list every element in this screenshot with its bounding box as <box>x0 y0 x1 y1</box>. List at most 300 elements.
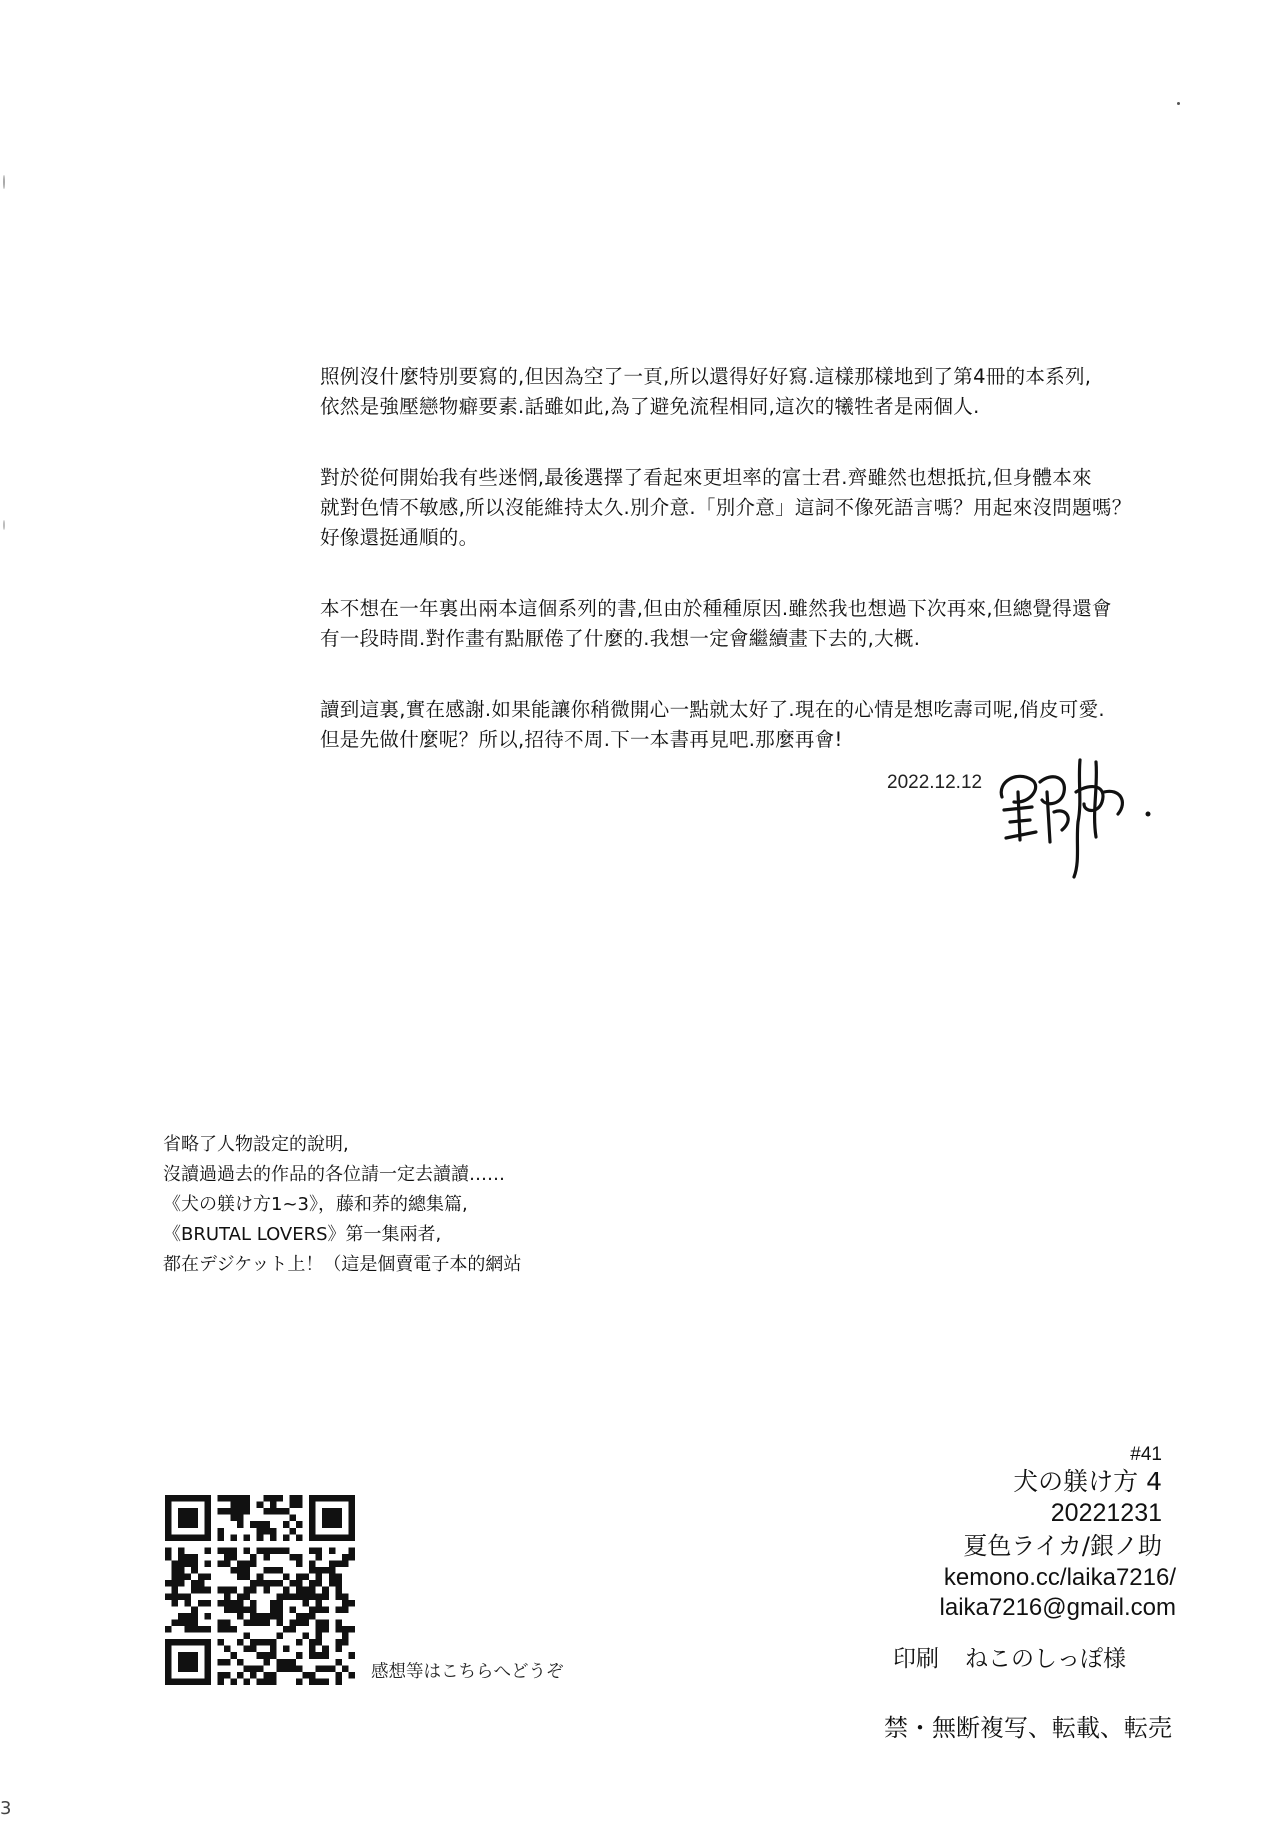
qr-module <box>270 1678 277 1685</box>
qr-module <box>316 1665 323 1672</box>
qr-module <box>283 1574 290 1581</box>
qr-module <box>263 1652 270 1659</box>
notes-line: 都在デジケット上！（這是個賣電子本的網站 <box>163 1254 522 1275</box>
qr-module <box>204 1528 211 1535</box>
qr-module <box>217 1678 224 1685</box>
qr-module <box>250 1580 257 1587</box>
qr-module <box>237 1561 244 1568</box>
qr-module <box>237 1521 244 1528</box>
qr-module <box>165 1528 172 1535</box>
qr-module <box>198 1534 205 1541</box>
qr-module <box>237 1593 244 1600</box>
qr-module <box>237 1574 244 1581</box>
qr-module <box>172 1580 179 1587</box>
qr-module <box>178 1678 185 1685</box>
qr-module <box>329 1534 336 1541</box>
page-number: 3 <box>0 1798 12 1819</box>
qr-module <box>250 1600 257 1607</box>
afterword-line: 好像還挺通順的。 <box>320 526 479 549</box>
qr-module <box>165 1580 172 1587</box>
qr-module <box>276 1495 283 1502</box>
qr-module <box>276 1547 283 1554</box>
notes-line: 《犬の躾け方1~3》，藤和荞的總集篇, <box>163 1194 468 1215</box>
qr-module <box>217 1534 224 1541</box>
qr-module <box>270 1672 277 1679</box>
qr-module <box>185 1619 192 1626</box>
qr-module <box>204 1652 211 1659</box>
qr-module <box>191 1587 198 1594</box>
qr-module <box>257 1639 264 1646</box>
qr-module <box>283 1646 290 1653</box>
qr-module <box>348 1502 355 1509</box>
qr-module <box>204 1521 211 1528</box>
qr-module <box>237 1567 244 1574</box>
qr-module <box>244 1633 251 1640</box>
qr-module <box>257 1613 264 1620</box>
qr-module <box>191 1626 198 1633</box>
qr-module <box>296 1554 303 1561</box>
qr-module <box>237 1502 244 1509</box>
printer-label: 印刷 <box>893 1646 939 1672</box>
qr-module <box>191 1659 198 1666</box>
qr-module <box>335 1606 342 1613</box>
issue-number: #41 <box>1130 1444 1162 1465</box>
qr-module <box>204 1659 211 1666</box>
qr-module <box>309 1567 316 1574</box>
qr-module <box>316 1547 323 1554</box>
qr-module <box>191 1521 198 1528</box>
qr-module <box>335 1580 342 1587</box>
qr-module <box>204 1626 211 1633</box>
qr-module <box>289 1606 296 1613</box>
qr-module <box>309 1515 316 1522</box>
qr-module <box>231 1547 238 1554</box>
qr-module <box>224 1646 231 1653</box>
qr-module <box>257 1678 264 1685</box>
qr-module <box>185 1534 192 1541</box>
qr-module <box>296 1534 303 1541</box>
qr-module <box>231 1534 238 1541</box>
qr-module <box>270 1567 277 1574</box>
qr-module <box>165 1659 172 1666</box>
qr-module <box>185 1659 192 1666</box>
qr-module <box>335 1508 342 1515</box>
qr-module <box>257 1580 264 1587</box>
qr-module <box>178 1619 185 1626</box>
qr-module <box>329 1495 336 1502</box>
qr-module <box>172 1534 179 1541</box>
qr-module <box>244 1502 251 1509</box>
qr-module <box>231 1678 238 1685</box>
afterword-line: 但是先做什麼呢？所以,招待不周.下一本書再見吧.那麼再會! <box>320 728 843 751</box>
qr-module <box>263 1554 270 1561</box>
qr-module <box>185 1613 192 1620</box>
qr-module <box>244 1534 251 1541</box>
qr-module <box>316 1554 323 1561</box>
scan-speck <box>3 520 5 530</box>
qr-module <box>204 1547 211 1554</box>
qr-module <box>270 1580 277 1587</box>
qr-module <box>322 1606 329 1613</box>
qr-module <box>303 1600 310 1607</box>
qr-module <box>250 1561 257 1568</box>
qr-module <box>172 1574 179 1581</box>
qr-module <box>172 1593 179 1600</box>
qr-module <box>204 1508 211 1515</box>
qr-module <box>191 1554 198 1561</box>
qr-module <box>270 1508 277 1515</box>
qr-module <box>289 1665 296 1672</box>
qr-module <box>231 1508 238 1515</box>
qr-module <box>185 1665 192 1672</box>
qr-module <box>178 1580 185 1587</box>
afterword-line: 依然是強壓戀物癖要素.話雖如此,為了避免流程相同,這次的犧牲者是兩個人. <box>320 395 980 418</box>
qr-code[interactable] <box>165 1495 355 1685</box>
qr-module <box>172 1587 179 1594</box>
handwritten-signature <box>992 752 1162 882</box>
qr-module <box>309 1502 316 1509</box>
qr-module <box>263 1580 270 1587</box>
qr-module <box>335 1515 342 1522</box>
qr-module <box>335 1619 342 1626</box>
qr-module <box>244 1495 251 1502</box>
qr-module <box>303 1574 310 1581</box>
qr-module <box>263 1495 270 1502</box>
qr-module <box>335 1672 342 1679</box>
qr-module <box>335 1646 342 1653</box>
qr-module <box>322 1665 329 1672</box>
qr-module <box>270 1600 277 1607</box>
colophon <box>940 1444 1176 1623</box>
afterword-text <box>320 362 1200 796</box>
qr-module <box>237 1495 244 1502</box>
qr-module <box>191 1515 198 1522</box>
copyright-notice: 禁・無断複写、転載、転売 <box>884 1714 1172 1742</box>
qr-module <box>296 1613 303 1620</box>
qr-module <box>322 1587 329 1594</box>
afterword-line: 本不想在一年裏出兩本這個系列的書,但由於種種原因.雖然我也想過下次再來,但總覺得還會 <box>320 597 1112 620</box>
qr-module <box>231 1587 238 1594</box>
qr-module <box>335 1574 342 1581</box>
qr-module <box>322 1515 329 1522</box>
qr-module <box>296 1574 303 1581</box>
qr-module <box>335 1521 342 1528</box>
qr-module <box>198 1678 205 1685</box>
qr-module <box>204 1515 211 1522</box>
qr-module <box>283 1508 290 1515</box>
qr-module <box>172 1600 179 1607</box>
qr-module <box>296 1619 303 1626</box>
qr-module <box>335 1587 342 1594</box>
qr-module <box>178 1508 185 1515</box>
qr-module <box>263 1547 270 1554</box>
qr-module <box>309 1587 316 1594</box>
notes-line: 省略了人物設定的說明, <box>163 1134 349 1155</box>
qr-module <box>172 1561 179 1568</box>
qr-module <box>263 1678 270 1685</box>
qr-module <box>250 1521 257 1528</box>
qr-module <box>270 1646 277 1653</box>
qr-module <box>237 1659 244 1666</box>
qr-module <box>309 1495 316 1502</box>
qr-module <box>342 1639 349 1646</box>
printer-credit <box>893 1640 1126 1673</box>
qr-module <box>237 1600 244 1607</box>
qr-module <box>244 1567 251 1574</box>
qr-module <box>309 1534 316 1541</box>
qr-module <box>263 1672 270 1679</box>
qr-module <box>250 1606 257 1613</box>
printer-name: ねこのしっぽ様 <box>965 1646 1126 1672</box>
afterword-paragraph-3 <box>320 594 1200 654</box>
qr-module <box>250 1639 257 1646</box>
qr-module <box>185 1639 192 1646</box>
qr-module <box>263 1587 270 1594</box>
qr-module <box>348 1528 355 1535</box>
qr-module <box>342 1561 349 1568</box>
qr-module <box>303 1672 310 1679</box>
qr-module <box>191 1665 198 1672</box>
qr-module <box>263 1639 270 1646</box>
qr-module <box>172 1639 179 1646</box>
qr-module <box>224 1600 231 1607</box>
qr-module <box>257 1528 264 1535</box>
qr-module <box>217 1528 224 1535</box>
qr-module <box>204 1534 211 1541</box>
qr-module <box>191 1619 198 1626</box>
qr-module <box>185 1521 192 1528</box>
qr-module <box>165 1646 172 1653</box>
qr-module <box>217 1639 224 1646</box>
qr-module <box>165 1665 172 1672</box>
qr-module <box>204 1678 211 1685</box>
qr-module <box>165 1554 172 1561</box>
qr-module <box>303 1633 310 1640</box>
qr-module <box>185 1626 192 1633</box>
qr-module <box>178 1554 185 1561</box>
qr-module <box>231 1554 238 1561</box>
qr-module <box>237 1639 244 1646</box>
qr-module <box>263 1528 270 1535</box>
qr-module <box>231 1626 238 1633</box>
qr-module <box>296 1521 303 1528</box>
qr-module <box>178 1659 185 1666</box>
qr-module <box>191 1534 198 1541</box>
qr-module <box>237 1613 244 1620</box>
afterword-line: 就對色情不敏感,所以沒能維持太久.別介意.「別介意」這詞不像死語言嗎？用起來沒問題嗎？ <box>320 496 1132 519</box>
qr-module <box>165 1534 172 1541</box>
qr-module <box>178 1652 185 1659</box>
qr-module <box>329 1515 336 1522</box>
book-title: 犬の躾け方 4 <box>1013 1467 1162 1496</box>
qr-module <box>270 1613 277 1620</box>
qr-module <box>283 1521 290 1528</box>
qr-module <box>231 1515 238 1522</box>
qr-module <box>348 1508 355 1515</box>
qr-module <box>276 1508 283 1515</box>
qr-module <box>283 1534 290 1541</box>
qr-module <box>185 1508 192 1515</box>
qr-module <box>316 1534 323 1541</box>
qr-module <box>244 1587 251 1594</box>
qr-module <box>348 1626 355 1633</box>
qr-module <box>283 1659 290 1666</box>
qr-module <box>204 1502 211 1509</box>
qr-module <box>289 1619 296 1626</box>
qr-module <box>257 1502 264 1509</box>
qr-module <box>224 1508 231 1515</box>
qr-module <box>309 1652 316 1659</box>
qr-module <box>289 1593 296 1600</box>
qr-module <box>250 1587 257 1594</box>
qr-module <box>342 1534 349 1541</box>
qr-module <box>250 1554 257 1561</box>
qr-module <box>296 1587 303 1594</box>
qr-module <box>244 1561 251 1568</box>
qr-module <box>348 1600 355 1607</box>
qr-module <box>276 1633 283 1640</box>
qr-module <box>322 1678 329 1685</box>
qr-module <box>329 1580 336 1587</box>
qr-module <box>270 1606 277 1613</box>
qr-module <box>289 1626 296 1633</box>
qr-module <box>165 1508 172 1515</box>
qr-module <box>224 1606 231 1613</box>
qr-module <box>165 1495 172 1502</box>
qr-module <box>231 1600 238 1607</box>
qr-module <box>204 1561 211 1568</box>
qr-module <box>204 1495 211 1502</box>
qr-module <box>322 1652 329 1659</box>
qr-module <box>270 1495 277 1502</box>
qr-module <box>276 1580 283 1587</box>
qr-module <box>185 1515 192 1522</box>
qr-module <box>178 1613 185 1620</box>
qr-module <box>322 1508 329 1515</box>
qr-module <box>224 1561 231 1568</box>
qr-module <box>172 1619 179 1626</box>
qr-module <box>217 1626 224 1633</box>
qr-module <box>289 1502 296 1509</box>
qr-module <box>348 1521 355 1528</box>
qr-module <box>217 1561 224 1568</box>
qr-module <box>289 1515 296 1522</box>
qr-module <box>276 1659 283 1666</box>
qr-module <box>185 1600 192 1607</box>
qr-module <box>309 1547 316 1554</box>
qr-module <box>296 1665 303 1672</box>
qr-module <box>231 1495 238 1502</box>
qr-module <box>322 1593 329 1600</box>
qr-module <box>342 1495 349 1502</box>
qr-module <box>322 1521 329 1528</box>
qr-module <box>316 1567 323 1574</box>
qr-module <box>191 1639 198 1646</box>
qr-module <box>165 1502 172 1509</box>
qr-module <box>335 1534 342 1541</box>
qr-module <box>250 1613 257 1620</box>
qr-module <box>191 1613 198 1620</box>
signature-date: 2022.12.12 <box>887 772 983 793</box>
qr-module <box>309 1593 316 1600</box>
qr-caption: 感想等はこちらへどうぞ <box>371 1662 564 1682</box>
qr-module <box>224 1593 231 1600</box>
qr-module <box>335 1659 342 1666</box>
qr-module <box>217 1619 224 1626</box>
qr-module <box>191 1561 198 1568</box>
qr-module <box>178 1574 185 1581</box>
qr-module <box>217 1600 224 1607</box>
qr-module <box>296 1652 303 1659</box>
qr-module <box>316 1574 323 1581</box>
qr-module <box>244 1593 251 1600</box>
qr-module <box>178 1515 185 1522</box>
qr-module <box>276 1593 283 1600</box>
qr-module <box>191 1652 198 1659</box>
qr-module <box>172 1567 179 1574</box>
qr-module <box>224 1495 231 1502</box>
qr-module <box>270 1534 277 1541</box>
qr-module <box>237 1606 244 1613</box>
qr-module <box>165 1515 172 1522</box>
qr-module <box>257 1619 264 1626</box>
qr-module <box>224 1619 231 1626</box>
afterword-line: 對於從何開始我有些迷惘,最後選擇了看起來更坦率的富士君.齊雖然也想抵抗,但身體本來 <box>320 466 1092 489</box>
qr-module <box>348 1495 355 1502</box>
qr-module <box>322 1626 329 1633</box>
qr-module <box>309 1672 316 1679</box>
qr-module <box>263 1508 270 1515</box>
qr-module <box>322 1495 329 1502</box>
qr-module <box>348 1652 355 1659</box>
qr-module <box>316 1652 323 1659</box>
qr-module <box>198 1495 205 1502</box>
qr-module <box>204 1639 211 1646</box>
qr-module <box>348 1534 355 1541</box>
qr-module <box>263 1613 270 1620</box>
qr-module <box>309 1646 316 1653</box>
qr-module <box>244 1646 251 1653</box>
qr-module <box>198 1639 205 1646</box>
qr-module <box>309 1561 316 1568</box>
qr-module <box>178 1521 185 1528</box>
qr-module <box>296 1580 303 1587</box>
afterword-paragraph-2 <box>320 463 1200 553</box>
qr-module <box>165 1678 172 1685</box>
qr-module <box>244 1547 251 1554</box>
qr-module <box>289 1495 296 1502</box>
qr-module <box>257 1665 264 1672</box>
qr-module <box>303 1613 310 1620</box>
qr-module <box>309 1528 316 1535</box>
qr-module <box>217 1547 224 1554</box>
qr-module <box>342 1600 349 1607</box>
qr-module <box>296 1639 303 1646</box>
qr-module <box>178 1547 185 1554</box>
qr-module <box>270 1547 277 1554</box>
qr-module <box>204 1613 211 1620</box>
qr-module <box>244 1508 251 1515</box>
qr-module <box>303 1593 310 1600</box>
qr-module <box>276 1600 283 1607</box>
qr-module <box>185 1593 192 1600</box>
email-link[interactable]: laika7216@gmail.com <box>939 1594 1176 1621</box>
qr-module <box>244 1574 251 1581</box>
qr-module <box>342 1606 349 1613</box>
website-link[interactable]: kemono.cc/laika7216/ <box>943 1564 1176 1591</box>
qr-module <box>316 1626 323 1633</box>
qr-module <box>257 1547 264 1554</box>
